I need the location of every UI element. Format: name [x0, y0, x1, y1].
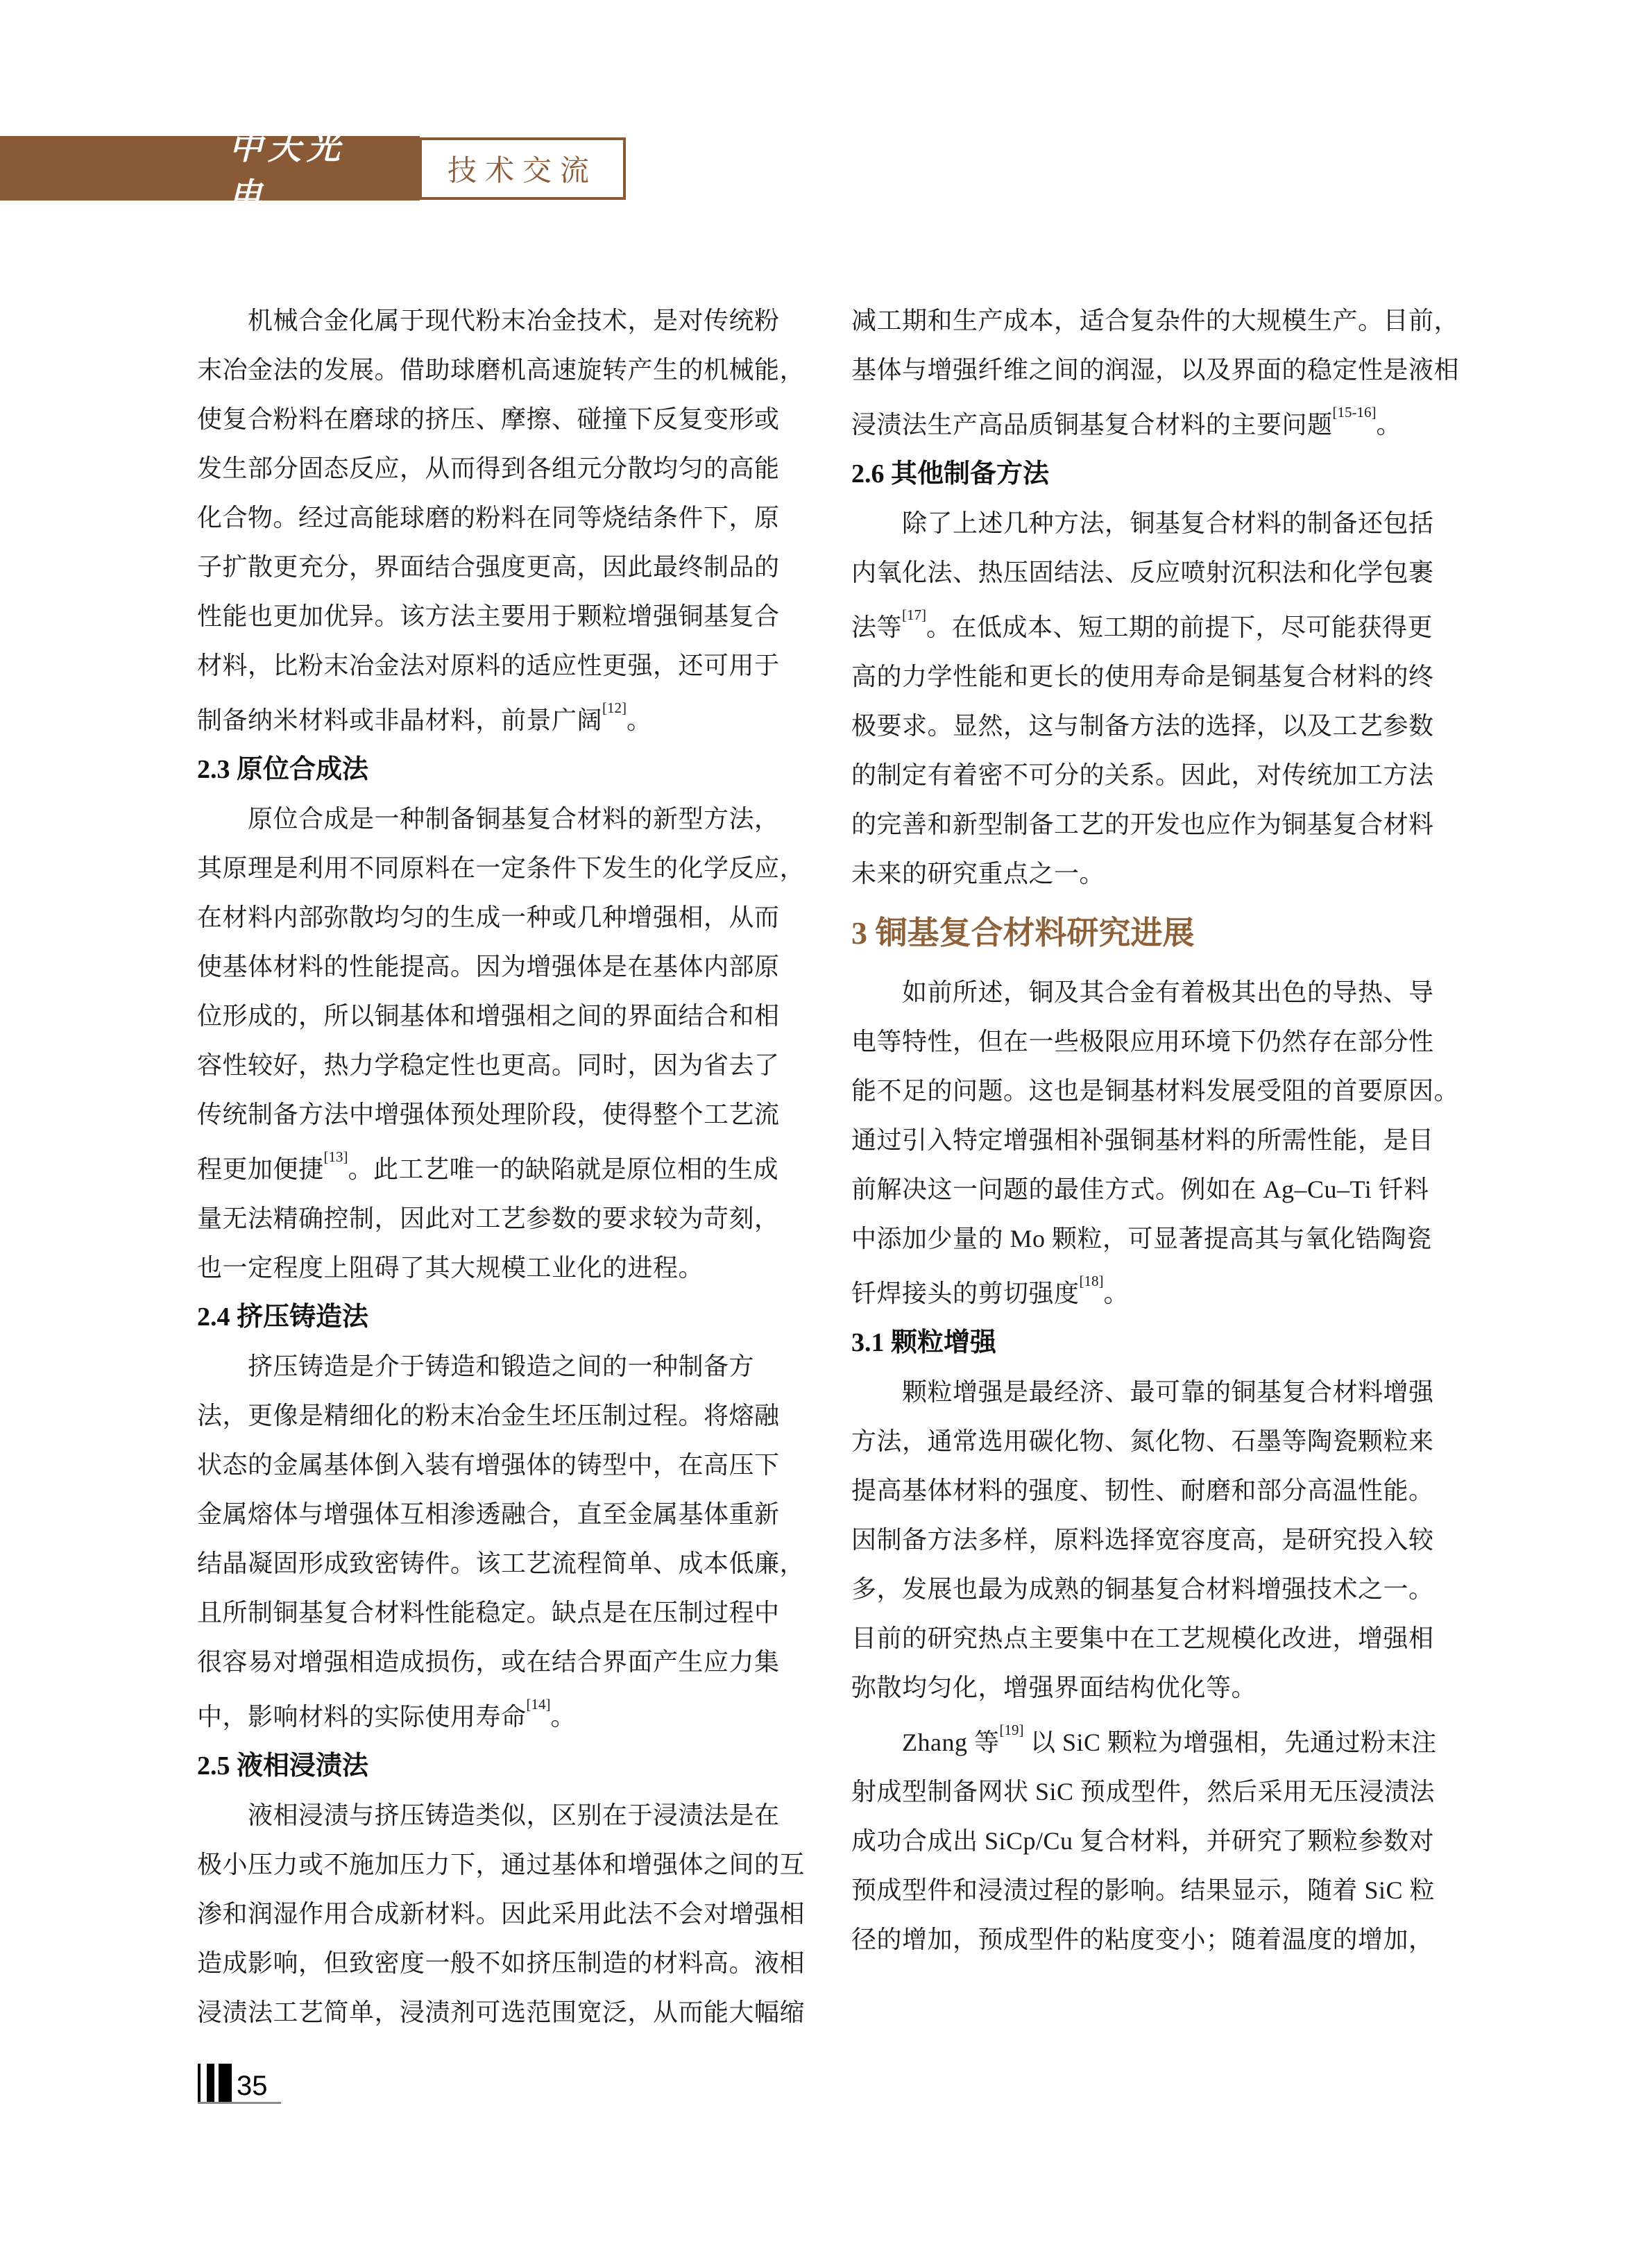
text-line: 程更加便捷[13]。此工艺唯一的缺陷就是原位相的生成 — [197, 1148, 779, 1183]
text-line: 制备纳米材料或非晶材料，前景广阔[12]。 — [197, 699, 652, 734]
text-line: 预成型件和浸渍过程的影响。结果显示，随着 SiC 粒 — [851, 1876, 1436, 1904]
text-line: 的完善和新型制备工艺的开发也应作为铜基复合材料 — [851, 810, 1434, 838]
footer-rule — [198, 2102, 281, 2104]
text-line: 化合物。经过高能球磨的粉料在同等烧结条件下，原 — [197, 504, 780, 532]
section-heading: 2.6 其他制备方法 — [851, 459, 1050, 489]
text-line: 也一定程度上阻碍了其大规模工业化的进程。 — [197, 1254, 704, 1282]
text-line: 如前所述，铜及其合金有着极其出色的导热、导 — [851, 978, 1434, 1006]
text-line: 多，发展也最为成熟的铜基复合材料增强技术之一。 — [851, 1575, 1434, 1603]
reference-superscript: [17] — [902, 606, 927, 623]
footer-bar-medium — [207, 2064, 214, 2103]
text-line: 渗和润湿作用合成新材料。因此采用此法不会对增强相 — [197, 1900, 806, 1928]
text-line: 中添加少量的 Mo 颗粒，可显著提高其与氧化锆陶瓷 — [851, 1225, 1432, 1252]
text-line: 径的增加，预成型件的粘度变小；随着温度的增加， — [851, 1926, 1434, 1953]
text-line: 末冶金法的发展。借助球磨机高速旋转产生的机械能， — [197, 356, 806, 384]
text-line: 机械合金化属于现代粉末冶金技术，是对传统粉 — [197, 307, 780, 334]
footer-bar-thick — [219, 2064, 232, 2103]
text-line: 位形成的，所以铜基体和增强相之间的界面结合和相 — [197, 1002, 780, 1030]
text-line: 造成影响，但致密度一般不如挤压制造的材料高。液相 — [197, 1949, 806, 1977]
text-line: 极小压力或不施加压力下，通过基体和增强体之间的互 — [197, 1851, 806, 1878]
text-line: 提高基体材料的强度、韧性、耐磨和部分高温性能。 — [851, 1477, 1434, 1504]
text-line: 发生部分固态反应，从而得到各组元分散均匀的高能 — [197, 455, 780, 482]
right-text-column — [851, 296, 1461, 1964]
section-heading: 2.3 原位合成法 — [197, 755, 369, 784]
text-line: 高的力学性能和更长的使用寿命是铜基复合材料的终 — [851, 663, 1434, 690]
text-line: 钎焊接头的剪切强度[18]。 — [851, 1272, 1130, 1307]
text-line: 材料，比粉末冶金法对原料的适应性更强，还可用于 — [197, 652, 780, 679]
text-line: 基体与增强纤维之间的润湿，以及界面的稳定性是液相 — [851, 356, 1460, 384]
text-line: 的制定有着密不可分的关系。因此，对传统加工方法 — [851, 761, 1434, 789]
section-heading: 3.1 颗粒增强 — [851, 1328, 997, 1357]
text-line: 且所制铜基复合材料性能稳定。缺点是在压制过程中 — [197, 1599, 780, 1627]
text-line: 颗粒增强是最经济、最可靠的铜基复合材料增强 — [851, 1378, 1434, 1406]
text-line: 减工期和生产成本，适合复杂件的大规模生产。目前， — [851, 307, 1460, 334]
text-line: 方法，通常选用碳化物、氮化物、石墨等陶瓷颗粒来 — [851, 1427, 1434, 1455]
text-line: 中，影响材料的实际使用寿命[14]。 — [197, 1695, 577, 1731]
section-heading: 2.4 挤压铸造法 — [197, 1302, 369, 1332]
text-line: 原位合成是一种制备铜基复合材料的新型方法， — [197, 805, 780, 833]
column-tag-box — [419, 137, 626, 200]
journal-logo: 中天光电 — [229, 129, 346, 214]
text-line: 传统制备方法中增强体预处理阶段，使得整个工艺流 — [197, 1101, 780, 1128]
text-line: 前解决这一问题的最佳方式。例如在 Ag–Cu–Ti 钎料 — [851, 1175, 1429, 1203]
text-line: 性能也更加优异。该方法主要用于颗粒增强铜基复合 — [197, 602, 780, 630]
text-line: 金属熔体与增强体互相渗透融合，直至金属基体重新 — [197, 1500, 780, 1528]
text-line: 目前的研究热点主要集中在工艺规模化改进，增强相 — [851, 1624, 1434, 1652]
reference-superscript: [15-16] — [1332, 403, 1377, 421]
reference-superscript: [18] — [1079, 1272, 1104, 1289]
reference-superscript: [12] — [602, 699, 627, 716]
column-tag-label: 技术交流 — [447, 154, 597, 187]
text-line: 很容易对增强相造成损伤，或在结合界面产生应力集 — [197, 1648, 780, 1676]
text-line: 极要求。显然，这与制备方法的选择，以及工艺参数 — [851, 712, 1434, 740]
text-line: 未来的研究重点之一。 — [851, 860, 1105, 888]
section-heading: 2.5 液相浸渍法 — [197, 1751, 369, 1781]
text-line: 浸渍法生产高品质铜基复合材料的主要问题[15-16]。 — [851, 403, 1402, 439]
footer-bars-icon — [198, 2064, 232, 2103]
text-line: 状态的金属基体倒入装有增强体的铸型中，在高压下 — [197, 1451, 780, 1479]
text-line: 除了上述几种方法，铜基复合材料的制备还包括 — [851, 509, 1434, 537]
chapter-heading: 3 铜基复合材料研究进展 — [851, 915, 1195, 951]
text-line: 容性较好，热力学稳定性也更高。同时，因为省去了 — [197, 1051, 780, 1079]
text-line: 浸渍法工艺简单，浸渍剂可选范围宽泛，从而能大幅缩 — [197, 1998, 806, 2026]
text-line: 射成型制备网状 SiC 预成型件，然后采用无压浸渍法 — [851, 1778, 1436, 1806]
text-line: 其原理是利用不同原料在一定条件下发生的化学反应， — [197, 854, 806, 882]
reference-superscript: [19] — [999, 1721, 1024, 1738]
left-text-column — [197, 296, 806, 2037]
reference-superscript: [14] — [526, 1695, 551, 1713]
text-line: 成功合成出 SiCp/Cu 复合材料，并研究了颗粒参数对 — [851, 1827, 1435, 1855]
text-line: 挤压铸造是介于铸造和锻造之间的一种制备方 — [197, 1352, 755, 1380]
text-line: 能不足的问题。这也是铜基材料发展受阻的首要原因。 — [851, 1077, 1460, 1105]
text-line: 弥散均匀化，增强界面结构优化等。 — [851, 1674, 1257, 1701]
footer-bar-thin — [198, 2064, 201, 2103]
text-line: 液相浸渍与挤压铸造类似，区别在于浸渍法是在 — [197, 1801, 780, 1829]
text-line: Zhang 等[19] 以 SiC 颗粒为增强相，先通过粉末注 — [851, 1721, 1437, 1756]
text-line: 内氧化法、热压固结法、反应喷射沉积法和化学包裹 — [851, 559, 1434, 586]
text-line: 量无法精确控制，因此对工艺参数的要求较为苛刻， — [197, 1205, 780, 1232]
text-line: 法等[17]。在低成本、短工期的前提下，尽可能获得更 — [851, 606, 1433, 641]
page-number: 35 — [237, 2071, 268, 2101]
text-line: 子扩散更充分，界面结合强度更高，因此最终制品的 — [197, 553, 780, 581]
text-line: 通过引入特定增强相补强铜基材料的所需性能，是目 — [851, 1126, 1434, 1154]
text-line: 电等特性，但在一些极限应用环境下仍然存在部分性 — [851, 1028, 1434, 1055]
text-line: 法，更像是精细化的粉末冶金生坯压制过程。将熔融 — [197, 1402, 780, 1429]
reference-superscript: [13] — [323, 1148, 348, 1165]
text-line: 因制备方法多样，原料选择宽容度高，是研究投入较 — [851, 1526, 1434, 1554]
text-line: 使复合粉料在磨球的挤压、摩擦、碰撞下反复变形或 — [197, 405, 780, 433]
text-line: 在材料内部弥散均匀的生成一种或几种增强相，从而 — [197, 903, 780, 931]
text-line: 结晶凝固形成致密铸件。该工艺流程简单、成本低廉， — [197, 1549, 806, 1577]
text-line: 使基体材料的性能提高。因为增强体是在基体内部原 — [197, 953, 780, 980]
